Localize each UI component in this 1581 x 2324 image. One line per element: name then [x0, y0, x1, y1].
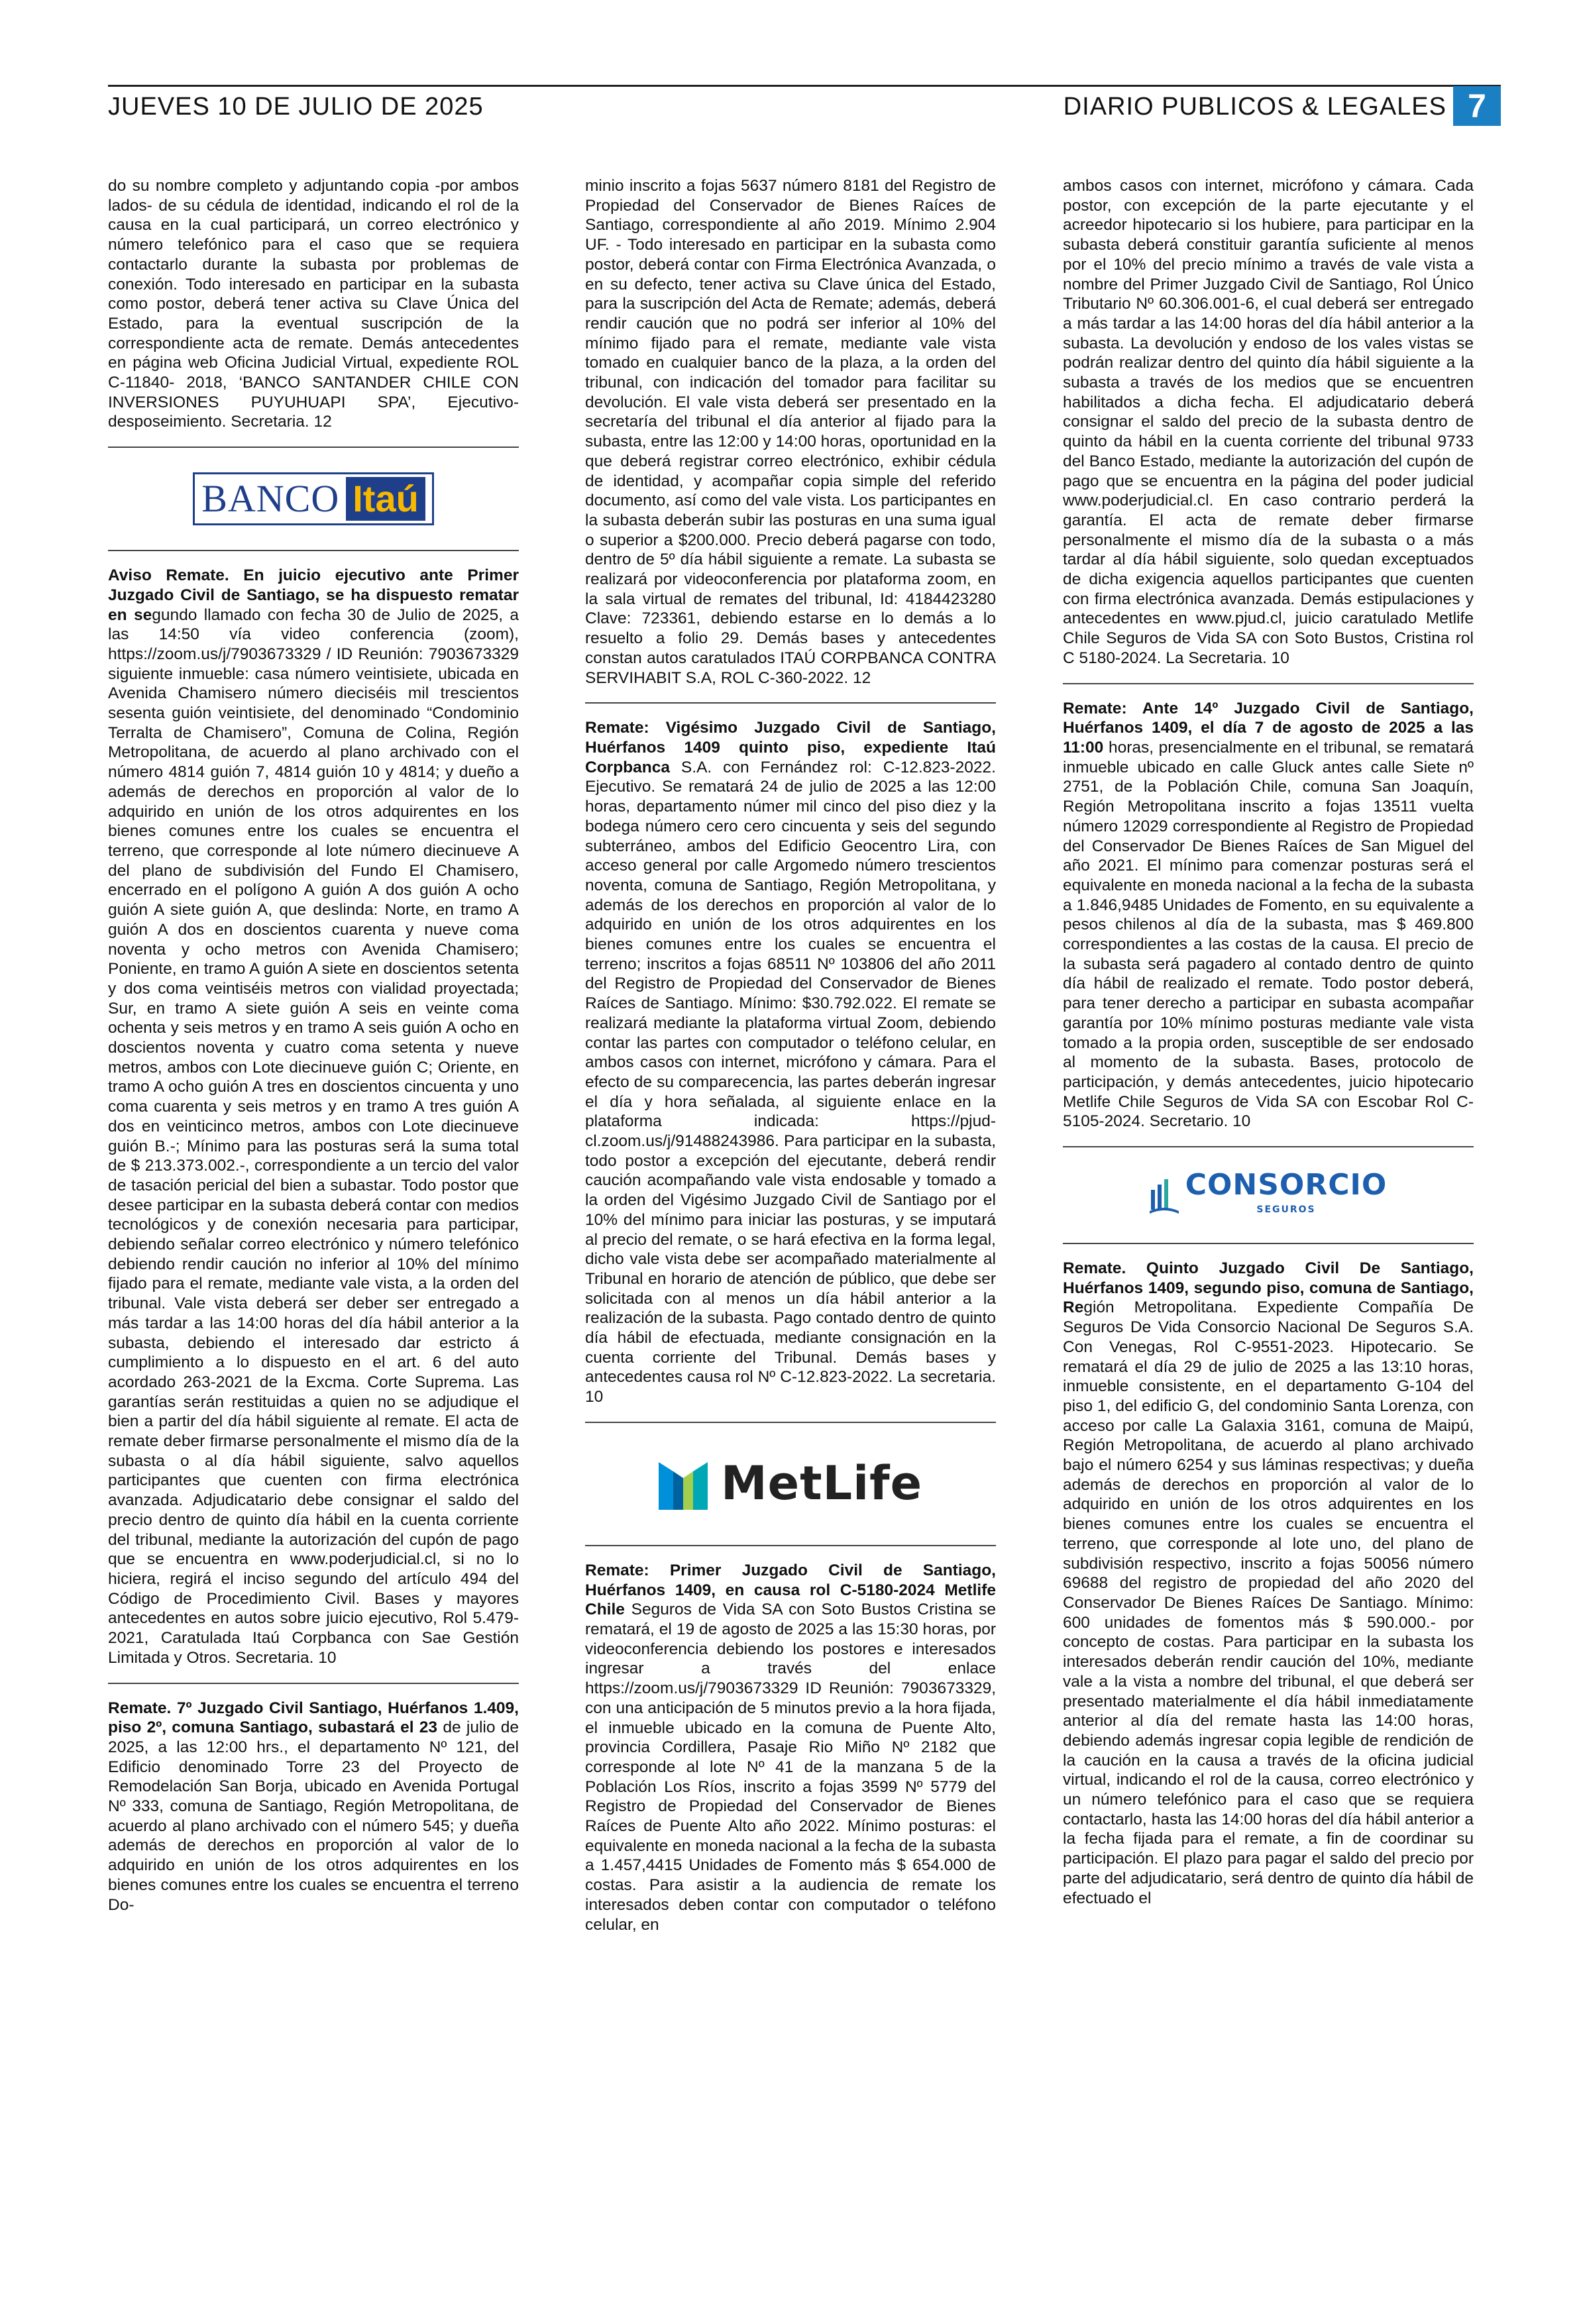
column-3: [1063, 176, 1474, 1908]
notice-itau-remate-1: [108, 566, 519, 1667]
notice-body: gundo llamado con fecha 30 de Julio de 2025, a las 14:50 vía video conferencia (zoom), https://zoom.us/j/7903673329 / ID Reunión: 7903673329 siguiente inmueble: casa número veintisiete, ubicada en Avenida Chamisero número dieciséis mil trescientos sesenta guión veintisiete, del denominado “Condominio Terralta de Chamisero”, Comuna de Colina, Región Metropolitana, de acuerdo al plano archivado con el número 4814 guión 7, 4814 guión 10 y 4814; y dueño a además de derechos en proporción al valor de lo adquirido en unión de los otros adquirentes en los bienes comunes entre los cuales se encuentra el terreno, que corresponde al lote número diecinueve A del plano de subdivisión del Fundo El Chamisero, encerrado en el polígono A guión A dos guión A ocho guión A siete guión A, que deslinda: Norte, en tramo A guión A dos en doscientos cuarenta y nueve coma noventa y ocho metros con Avenida Chamisero; Poniente, en tramo A guión A siete en doscientos setenta y dos coma veintiséis metros con vialidad proyectada; Sur, en tramo A siete guión A seis en veinte coma ochenta y seis metros y en tramo A seis guión A ocho en doscientos noventa y cuatro coma setenta y nueve metros, ambos con Lote diecinueve guión C; Oriente, en tramo A ocho guión A tres en doscientos cincuenta y uno coma cuarenta y seis metros y en tramo A tres guión A dos en veinticinco metros, ambos con Lote diecinueve guión B.-; Mínimo para las posturas será la suma total de $ 213.373.002.-, correspondiente a un tercio del valor de tasación pericial del bien a subastar. Todo postor que desee participar en la subasta deberá contar con medios tecnológicos y de conexión necesaria para participar, debiendo señalar correo electrónico y número telefónico debiendo rendir caución no inferior al 10% del mínimo fijado para el remate, mediante vale vista, a la orden del tribunal. Vale vista deberá ser deber ser entregado a más tardar a las 14:00 horas del día hábil anterior a la subasta, debiendo el interesado dar estricto á cumplimiento a lo dispuesto en el art. 6 del auto acordado 263-2021 de la Excma. Corte Suprema. Las garantías serán restituidas a quien no se adjudique el bien a partir del día hábil siguiente al remate. El acta de remate deber firmarse personalmente el mismo día de la subasta o al día hábil siguiente, salvo aquellos participantes que cuenten con firma electrónica avanzada. Adjudicatario debe consignar el saldo del precio dentro de quinto día hábil en la cuenta corriente del tribunal, mediante la autorización del cupón de pago que se encuentra en www.poderjudicial.cl, si no lo hiciera, regirá el inciso segundo del artículo 494 del Código de Procedimiento Civil. Bases y mayores antecedentes en autos sobre juicio ejecutivo, Rol 5.479-2021, Caratulada Itaú Corpbanca con Sae Gestión Limitada y Otros. Secretaria. 10: [108, 606, 519, 1667]
notice-7-juzgado: [108, 1699, 519, 1915]
metlife-m-icon: [659, 1458, 708, 1510]
notice-heading: Remate: Vigésimo Juzgado Civil de Santiago, Huérfanos 1409 quinto piso, expediente Itaú Corpbanca: [585, 719, 996, 776]
divider: [585, 1422, 996, 1423]
issue-date: JUEVES 10 DE JULIO DE 2025: [108, 93, 484, 121]
column-1: [108, 176, 519, 1915]
notice-body: Seguros de Vida SA con Soto Bustos Cristina se rematará, el 19 de agosto de 2025 a las 15:30 horas, por videoconferencia debiendo los postores e interesados ingresar a través del enlace https://zoom.us/j/7903673329 ID Reunión: 7903673329, con una anticipación de 5 minutos previo a la hora fijada, el inmueble ubicado en la comuna de Puente Alto, provincia Cordillera, Pasaje Rio Miño Nº 2182 que corresponde al lote Nº 41 de la manzana 5 de la Población Los Ríos, inscrito a fojas 3599 Nº 5779 del Registro de Propiedad del Conservador de Bienes Raíces de Puente Alto año 2022. Mínimo posturas: el equivalente en moneda nacional a la fecha de la subasta a 1.457,4415 Unidades de Fomento más $ 654.000 de costas. Para asistir a la audiencia de remate los interesados deben contar con computador o teléfono celular, en: [585, 1601, 996, 1934]
notice-heading: Aviso Remate. En juicio ejecutivo ante Primer Juzgado Civil de Santiago, se ha dispuesto rematar en se: [108, 566, 519, 624]
notice-text: [585, 1561, 996, 1934]
metlife-logo: [585, 1438, 996, 1530]
notice-santander-continued: [108, 176, 519, 432]
logo-metlife-text: MetLife: [720, 1456, 923, 1511]
divider: [108, 550, 519, 551]
notice-quinto-juzgado: [1063, 1259, 1474, 1908]
notice-text: [108, 1699, 519, 1915]
consorcio-seguros-logo: [1063, 1162, 1474, 1228]
notice-vigesimo-juzgado: [585, 718, 996, 1407]
notice-text: minio inscrito a fojas 5637 número 8181 del Registro de Propiedad del Conservador de Bienes Raíces de Santiago, correspondiente al año 2019. Mínimo 2.904 UF. - Todo interesado en participar en la subasta como postor, deberá contar con Firma Electrónica Avanzada, o en su defecto, tener activa su Clave única del Estado, para la suscripción del Acta de Remate; además, deberá rendir caución que no podrá ser inferior al 10% del mínimo fijado para el remate, mediante vale vista tomado en cualquier banco de la plaza, a la orden del tribunal, con indicación del tomador para facilitar su devolución. El vale vista deberá ser presentado en la secretaría del tribunal el día anterior al fijado para la subasta, entre las 12:00 y 14:00 horas, oportunidad en la que deberá registrar correo electrónico, exhibir cédula de identidad, y acompañar copia simple del referido documento, así como del vale vista. Los participantes en la subasta deberán subir las posturas en una suma igual o superior a $200.000. Precio deberá pagarse con todo, dentro de 5º día hábil siguiente a remate. La subasta se realizará por videoconferencia por plataforma zoom, en la sala virtual de remates del tribunal, Id: 4184423280 Clave: 723361, debiendo estarse en lo demás a lo resuelto a folio 29. Demás bases y antecedentes constan autos caratulados ITAÚ CORPBANCA CONTRA SERVIHABIT S.A, ROL C-360-2022. 12: [585, 177, 996, 687]
divider: [1063, 1146, 1474, 1147]
notice-body: gión Metropolitana. Expediente Compañía De Seguros De Vida Consorcio Nacional De Seguros S.A. Con Venegas, Rol C-9551-2023. Hipotecario. Se rematará el día 29 de julio de 2025 a las 13:10 horas, inmueble consistente, en el departamento G-104 del piso 1, del edificio G, del condominio Santa Lorenza, con acceso por calle La Galaxia 3161, comuna de Maipú, Región Metropolitana, de acuerdo al plano archivado bajo el número 6254 y sus láminas respectivas; y dueña además de derechos en proporción al valor de lo adquirido en unión de los otros adquirentes en los bienes comunes entre los cuales se encuentra el terreno, que corresponde al lote uno, del plano de subdivisión respectivo, inscrito a fojas 50056 número 69688 del registro de propiedad del año 2020 del Conservador De Bienes Raíces De Santiago. Mínimo: 600 unidades de fomentos más $ 590.000.- por concepto de costas. Para participar en la subasta los interesados deberán rendir caución del 10%, mediante vale a la vista a nombre del tribunal, el que deberá ser presentado materialmente el día hábil inmediatamente anterior al día del remate hasta las 14:00 horas, debiendo además ingresar copia legible de rendición de la caución en la causa a través de la oficina judicial virtual, indicando el rol de la causa, correo electrónico y un número telefónico para el caso que se requiera contactarlo, hasta las 14:00 horas del día hábil anterior a la fecha fijada para el remate, a fin de coordinar su participación. El plazo para pagar el saldo del precio por parte del adjudicatario, será dentro de quinto día hábil de efectuado el: [1063, 1298, 1474, 1907]
divider: [1063, 683, 1474, 684]
logo-seguros-text: SEGUROS: [1256, 1204, 1316, 1216]
logo-itau-text: Itaú: [346, 477, 425, 521]
notice-text: [585, 718, 996, 1407]
notice-heading: Remate. 7º Juzgado Civil Santiago, Huérfanos 1.409, piso 2º, comuna Santiago, subastará el 23: [108, 1699, 519, 1737]
notice-text: ambos casos con internet, micrófono y cámara. Cada postor, con excepción de la parte ejecutante y el acreedor hipotecario si los hubiere, para participar en la subasta deberá constituir garantía suficiente al menos por el 10% del precio mínimo a través de vale vista a nombre del Primer Juzgado Civil de Santiago, Rol Único Tributario Nº 60.306.001-6, el cual deberá ser entregado a más tardar a las 14:00 horas del día hábil anterior a la subasta. La devolución y endoso de los vales vistas se podrán realizar dentro del quinto día hábil siguiente a la subasta a través de los medios que se encuentren habilitados a dicha fecha. El adjudicatario deberá consignar el saldo del precio de la subasta dentro de quinto da hábil en la cuenta corriente del tribunal 9733 del Banco Estado, mediante la autorización del cupón de pago que se encuentra en la página del poder judicial www.poderjudicial.cl. En caso contrario perderá la garantía. El acta de remate deber firmarse personalmente el mismo día de la subasta o a más tardar al día hábil siguiente, solo quedan exceptuados de dicha exigencia aquellos participantes que cuenten con firma electrónica avanzada. Demás estipulaciones y antecedentes en www.pjud.cl, juicio caratulado Metlife Chile Seguros de Vida SA con Soto Bustos, Cristina rol C 5180-2024. La Secretaria. 10: [1063, 177, 1474, 667]
divider: [585, 1545, 996, 1546]
divider: [108, 447, 519, 448]
notice-14-juzgado: [1063, 699, 1474, 1132]
column-2: [585, 176, 996, 1934]
notice-metlife-continued: [1063, 176, 1474, 668]
logo-banco-text: BANCO: [201, 477, 340, 521]
notice-heading: Remate. Quinto Juzgado Civil De Santiago, Huérfanos 1409, segundo piso, comuna de Santiago, Re: [1063, 1259, 1474, 1317]
notice-heading: Remate: Primer Juzgado Civil de Santiago, Huérfanos 1409, en causa rol C-5180-2024 Metlife Chile: [585, 1561, 996, 1619]
page-number: 7: [1453, 86, 1501, 126]
notice-text: [1063, 699, 1474, 1132]
divider: [585, 702, 996, 704]
notice-text: do su nombre completo y adjuntando copia -por ambos lados- de su cédula de identidad, indicando el rol de la causa en la cual participará, un correo electrónico y número telefónico para el caso que se requiera contactarlo durante la subasta por problemas de conexión. Todo interesado en participar en la subasta como postor, deberá tener activa su Clave Única del Estado, para la eventual suscripción de la correspondiente acta de remate. Demás antecedentes en página web Oficina Judicial Virtual, expediente ROL C-11840- 2018, ‘BANCO SANTANDER CHILE CON INVERSIONES PUYUHUAPI SPA’, Ejecutivo- desposeimiento. Secretaria. 12: [108, 177, 519, 431]
logo-consorcio-text: CONSORCIO: [1185, 1168, 1388, 1202]
notice-body: horas, presencialmente en el tribunal, se rematará inmueble ubicado en calle Gluck antes calle Siete nº 2751, de la Población Chile, comuna San Joaquín, Región Metropolitana inscrito a fojas 13511 vuelta número 12029 correspondiente al Registro de Propiedad del Conservador De Bienes Raíces de San Miguel del año 2021. El mínimo para comenzar posturas será el equivalente en moneda nacional a la fecha de la subasta a 1.846,9485 Unidades de Fomento, en su equivalente a pesos chilenos al día de la subasta, mas $ 469.800 correspondientes a las costas de la causa. El precio de la subasta será pagadero al contado dentro de quinto día hábil de realizado el remate. Todo postor deberá, para tener derecho a participar en subasta acompañar garantía por 10% mínimo posturas mediante vale vista tomado a la propia orden, susceptible de ser endosado al momento de la subasta. Bases, protocolo de participación, y demás antecedentes, juicio hipotecario Metlife Chile Seguros de Vida SA con Escobar Rol C-5105-2024. Secretario. 10: [1063, 738, 1474, 1131]
consorcio-columns-icon: [1150, 1175, 1179, 1215]
notice-text: [108, 566, 519, 1667]
divider: [108, 1683, 519, 1684]
divider: [1063, 1243, 1474, 1244]
notice-body: de julio de 2025, a las 12:00 hrs., el departamento Nº 121, del Edificio denominado Torre 23 del Proyecto de Remodelación San Borja, ubicado en Avenida Portugal Nº 333, comuna de Santiago, Región Metropolitana, de acuerdo al plano archivado con el número 545; y dueña además de derechos en proporción al valor de lo adquirido en unión de los otros adquirentes en los bienes comunes entre los cuales se encuentra el terreno Do-: [108, 1718, 519, 1914]
notice-7-juzgado-continued: [585, 176, 996, 688]
page-header: [108, 85, 1501, 127]
notice-body: S.A. con Fernández rol: C-12.823-2022. Ejecutivo. Se rematará 24 de julio de 2025 a las 12:00 horas, departamento númer mil cinco del piso diez y la bodega número cero cero cincuenta y seis del segundo subterráneo, ambos del Edificio Geocentro Lira, con acceso general por calle Argomedo número trescientos noventa, comuna de Santiago, Región Metropolitana, y además de los derechos en proporción al valor de lo adquirido en unión de los otros adquirentes en los bienes comunes entre los cuales se encuentra el terreno; inscritos a fojas 68511 Nº 103806 del año 2011 del Registro de Propiedad del Conservador de Bienes Raíces de Santiago. Mínimo: $30.792.022. El remate se realizará mediante la plataforma virtual Zoom, debiendo contar las partes con computador o teléfono celular, en ambos casos con internet, micrófono y cámara. Para el efecto de su comparecencia, las partes deberán ingresar el día y hora señalada, al siguiente enlace en la plataforma indicada: https://pjud-cl.zoom.us/j/91488243986. Para participar en la subasta, todo postor a excepción del ejecutante, deberá rendir caución acompañando vale vista endosable y tomado a la orden del Vigésimo Juzgado Civil de Santiago por el 10% del mínimo para iniciar las posturas, y se imputará al precio del remate, o se hará efectiva en la forma legal, dicho vale vista debe ser acompañado materialmente al Tribunal en horario de atención de público, que debe ser solicitada con al menos un día hábil anterior a la realización de la subasta. Pago contado dentro de quinto día hábil de efectuada, mediante consignación en la cuenta corriente del Tribunal. Demás bases y antecedentes causa rol Nº C-12.823-2022. La secretaria. 10: [585, 758, 996, 1406]
notice-text: [1063, 1259, 1474, 1908]
banco-itau-logo: [108, 462, 519, 535]
notice-heading: Remate: Ante 14º Juzgado Civil de Santiago, Huérfanos 1409, el día 7 de agosto de 2025 a las 11:00: [1063, 699, 1474, 757]
newspaper-title: DIARIO PUBLICOS & LEGALES: [1063, 93, 1446, 121]
notice-metlife-remate: [585, 1561, 996, 1934]
